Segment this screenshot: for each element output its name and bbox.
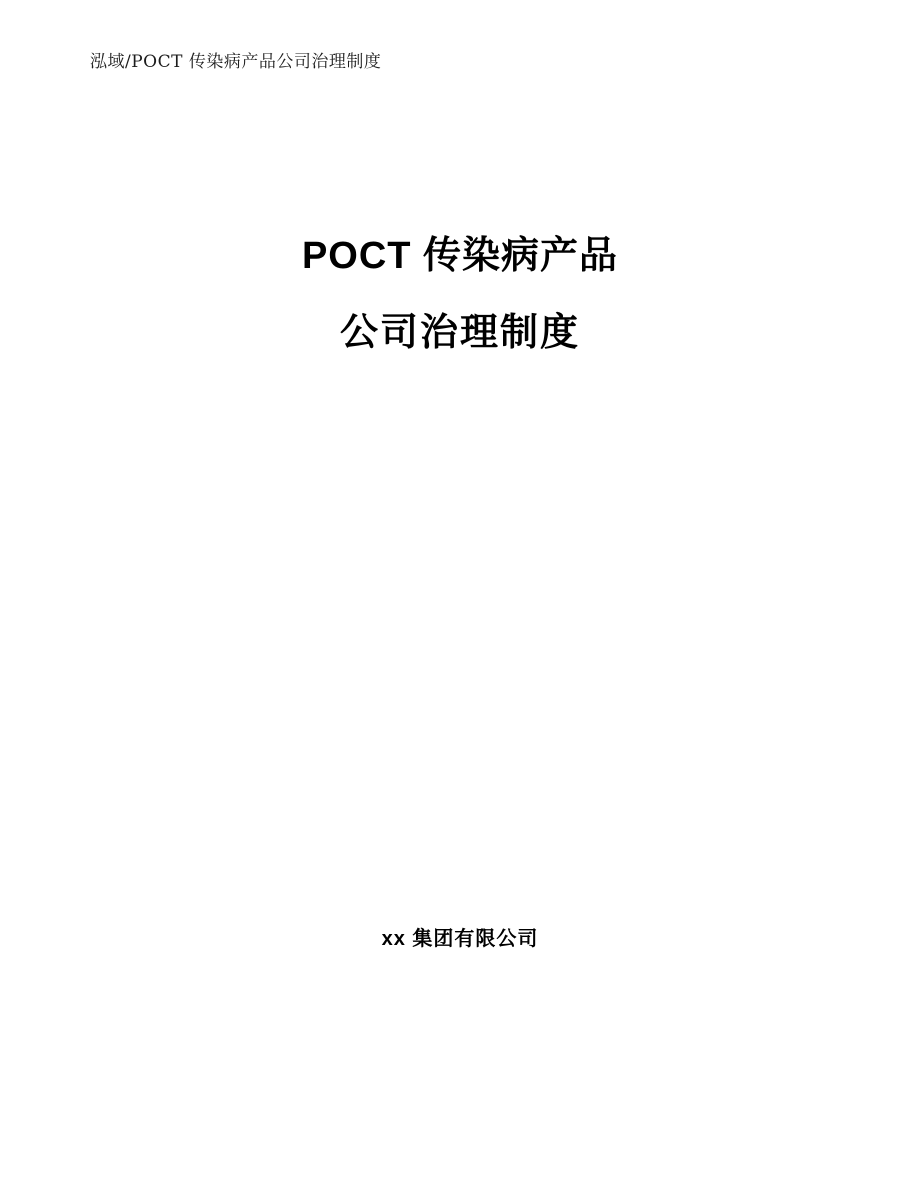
document-title-line2: 公司治理制度	[339, 312, 580, 354]
company-name: xx 集团有限公司	[381, 928, 539, 950]
document-header-text: 泓域/POCT 传染病产品公司治理制度	[90, 52, 382, 72]
document-title-line1: POCT 传染病产品	[301, 235, 619, 277]
